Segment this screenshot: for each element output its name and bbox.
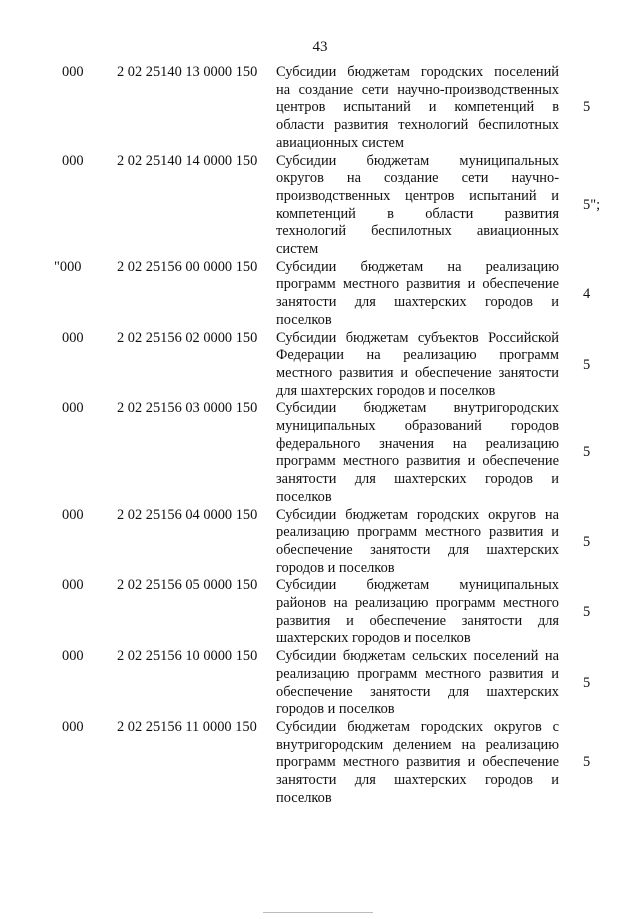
amount-value: 5	[583, 533, 591, 550]
revenue-name-line: Федерации на реализацию программ	[276, 347, 559, 364]
admin-code: 000	[62, 648, 84, 665]
amount-value: 5	[583, 444, 591, 461]
admin-code: 000	[62, 718, 84, 735]
revenue-name	[276, 507, 559, 578]
revenue-name-line: для шахтерских городов и поселков	[276, 382, 496, 399]
revenue-name-line: Субсидии бюджетам субъектов Российской	[276, 329, 559, 346]
revenue-name	[276, 648, 559, 719]
revenue-name	[276, 719, 559, 808]
revenue-name-line: занятости для шахтерских городов и	[276, 294, 559, 311]
revenue-name-line: производственных центров испытаний и	[276, 187, 559, 204]
table-row	[0, 330, 640, 401]
revenue-name-line: поселков	[276, 311, 332, 328]
revenue-name	[276, 153, 559, 259]
admin-code: 000	[62, 152, 84, 169]
revenue-name-line: поселков	[276, 488, 332, 505]
page-number: 43	[312, 39, 328, 55]
revenue-name-line: шахтерских городов и поселков	[276, 630, 471, 647]
revenue-name-line: занятости для шахтерских городов и	[276, 772, 559, 788]
amount-value: 5	[583, 99, 591, 115]
revenue-name-line: программ местного развития и обеспечение	[276, 453, 559, 470]
revenue-name-line: Субсидии бюджетам муниципальных	[276, 152, 559, 169]
budget-classification-code: 2 02 25156 11 0000 150	[117, 718, 257, 735]
admin-code: 000	[62, 64, 84, 80]
revenue-name-line: городов и поселков	[276, 559, 395, 576]
revenue-name-line: технологий беспилотных авиационных	[276, 223, 559, 240]
amount-value: 5	[583, 604, 591, 621]
amount-value: 5	[583, 753, 591, 770]
table-row	[0, 648, 640, 719]
revenue-name-line: занятости для шахтерских городов и	[276, 471, 559, 488]
table-row	[0, 259, 640, 330]
revenue-name-line: развития и обеспечение занятости для	[276, 612, 559, 629]
budget-classification-code: 2 02 25156 03 0000 150	[117, 400, 258, 417]
revenue-name-line: компетенций в области развития	[276, 205, 559, 222]
revenue-name-line: Субсидии бюджетам на реализацию	[276, 258, 559, 275]
revenue-name	[276, 400, 559, 506]
table-row	[0, 64, 640, 153]
revenue-name-line: Субсидии бюджетам муниципальных	[276, 577, 559, 594]
budget-classification-code: 2 02 25156 00 0000 150	[117, 258, 258, 275]
revenue-name-line: муниципальных образований городов	[276, 418, 559, 434]
budget-classification-code: 2 02 25156 04 0000 150	[117, 506, 258, 523]
revenue-name-line: районов на реализацию программ местного	[276, 595, 559, 611]
budget-classification-code: 2 02 25156 10 0000 150	[117, 648, 258, 665]
revenue-name-line: внутригородским делением на реализацию	[276, 736, 559, 753]
table-row	[0, 507, 640, 578]
revenue-name-line: федерального значения на реализацию	[276, 435, 559, 452]
revenue-name-line: Субсидии бюджетам городских округов с	[276, 718, 559, 735]
admin-code: 000	[62, 400, 84, 417]
revenue-name	[276, 577, 559, 648]
table-row	[0, 719, 640, 808]
budget-classification-code: 2 02 25140 13 0000 150	[117, 64, 258, 80]
revenue-name-line: программ местного развития и обеспечение	[276, 276, 559, 293]
page-bottom-mark	[263, 912, 373, 913]
admin-code: 000	[62, 506, 84, 523]
table-row	[0, 400, 640, 506]
revenue-name-line: реализацию программ местного развития и	[276, 665, 559, 682]
budget-classification-code: 2 02 25156 02 0000 150	[117, 329, 258, 346]
table-row	[0, 153, 640, 259]
revenue-name-line: Субсидии бюджетам внутригородских	[276, 400, 559, 417]
revenue-name-line: округов на создание сети научно-	[276, 170, 559, 187]
revenue-name-line: Субсидии бюджетам городских поселений	[276, 64, 559, 80]
budget-classification-code: 2 02 25156 05 0000 150	[117, 577, 258, 594]
revenue-name-line: обеспечение занятости для шахтерских	[276, 541, 559, 558]
revenue-name-line: авиационных систем	[276, 134, 404, 151]
budget-classification-code: 2 02 25140 14 0000 150	[117, 152, 258, 169]
revenue-name-line: обеспечение занятости для шахтерских	[276, 683, 559, 700]
revenue-name-line: систем	[276, 241, 319, 258]
admin-code: 000	[62, 577, 84, 594]
revenue-name-line: программ местного развития и обеспечение	[276, 754, 559, 771]
revenue-name-line: Субсидии бюджетам городских округов на	[276, 506, 559, 523]
revenue-name-line: Субсидии бюджетам сельских поселений на	[276, 648, 559, 665]
revenue-name-line: центров испытаний и компетенций в	[276, 99, 559, 116]
revenue-name	[276, 330, 559, 401]
admin-code: 000	[62, 329, 84, 346]
revenue-name	[276, 259, 559, 330]
revenue-name-line: на создание сети научно-производственных	[276, 81, 559, 98]
revenue-name-line: реализацию программ местного развития и	[276, 524, 559, 541]
revenue-name-line: поселков	[276, 789, 332, 806]
amount-value: 4	[583, 285, 591, 302]
amount-value: 5	[583, 675, 591, 692]
admin-code: "000	[54, 258, 82, 275]
amount-value: 5	[583, 356, 591, 373]
revenue-name-line: местного развития и обеспечение занятости	[276, 364, 559, 381]
amount-value: 5";	[583, 196, 601, 213]
revenue-name-line: области развития технологий беспилотных	[276, 117, 559, 134]
table-row	[0, 577, 640, 648]
revenue-name	[276, 64, 559, 153]
revenue-name-line: городов и поселков	[276, 701, 395, 718]
